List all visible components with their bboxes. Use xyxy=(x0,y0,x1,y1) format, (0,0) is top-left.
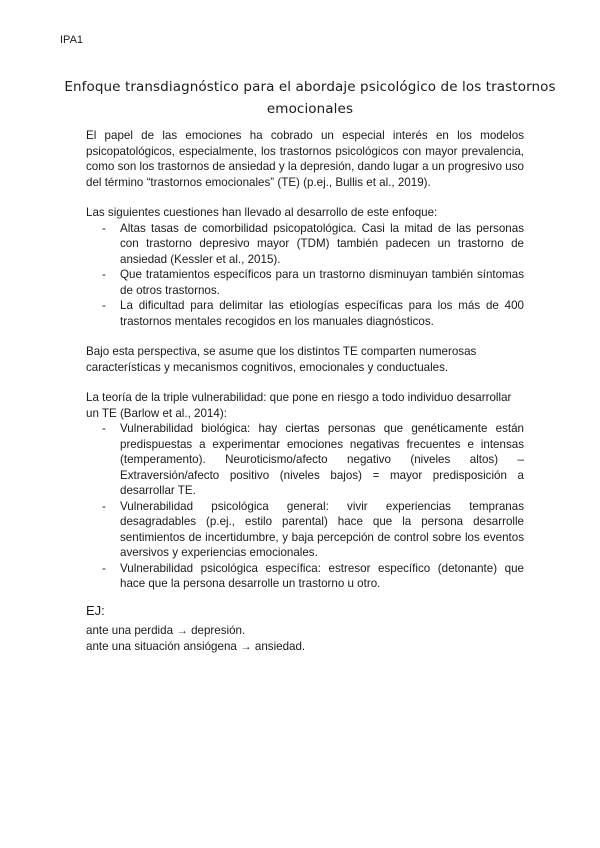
document-title xyxy=(60,76,560,120)
list-item: - Vulnerabilidad psicológica específica: estresor específico (detonante) que hace que la persona desarrolle un trastorno u otro. xyxy=(86,561,524,592)
document-code: IPA1 xyxy=(60,34,84,46)
list-item: - Vulnerabilidad psicológica general: vivir experiencias tempranas desagradables (p.ej., estilo parental) hace que la persona desarrolle sentimientos de incertidumbre, y baja percepción de control sobre los eventos aversivos y experiencias emocionales. xyxy=(86,499,524,561)
list-item: - Que tratamientos específicos para un trastorno disminuyan también síntomas de otros trastornos. xyxy=(86,267,524,298)
example-line: ante una situación ansiógena → ansiedad. xyxy=(86,640,306,653)
vulnerability-lead: La teoría de la triple vulnerabilidad: que pone en riesgo a todo individuo desarrollar un TE (Barlow et al., 2014): xyxy=(86,391,512,420)
title-line-1: Enfoque transdiagnóstico para el abordaje psicológico de los trastornos xyxy=(64,79,556,95)
list-item: - Vulnerabilidad biológica: hay ciertas personas que genéticamente están predispuestas a experimentar emociones negativas frecuentes e intensas (temperamento). Neuroticismo/afecto negativo (niveles altos) – Extraversión/afecto positivo (niveles bajos) = mayor predisposición a desarrollar TE. xyxy=(86,421,524,499)
intro-paragraph: El papel de las emociones ha cobrado un especial interés en los modelos psicopatológicos, especialmente, los trastornos psicológicos con mayor prevalencia, como son los trastornos de ansiedad y la depresión, dando lugar a un progresivo uso del término “trastornos emocionales” (TE) (p.ej., Bullis et al., 2019). xyxy=(86,129,524,189)
list-item: - Altas tasas de comorbilidad psicopatológica. Casi la mitad de las personas con trastorno depresivo mayor (TDM) también padecen un trastorno de ansiedad (Kessler et al., 2015). xyxy=(86,221,524,268)
vulnerability-list xyxy=(86,421,524,592)
examples-heading: EJ: xyxy=(86,603,105,618)
perspective-paragraph: Bajo esta perspectiva, se asume que los distintos TE comparten numerosas características y mecanismos cognitivos, emocionales y conductuales. xyxy=(86,345,477,374)
document-body xyxy=(86,128,524,592)
title-line-2: emocionales xyxy=(266,101,354,117)
list-item: - La dificultad para delimitar las etiologías específicas para los más de 400 trastornos mentales recogidos en los manuales diagnósticos. xyxy=(86,298,524,329)
questions-lead: Las siguientes cuestiones han llevado al desarrollo de este enfoque: xyxy=(86,206,438,219)
questions-list xyxy=(86,221,524,330)
examples-list xyxy=(86,623,305,655)
example-line: ante una perdida → depresión. xyxy=(86,624,246,637)
